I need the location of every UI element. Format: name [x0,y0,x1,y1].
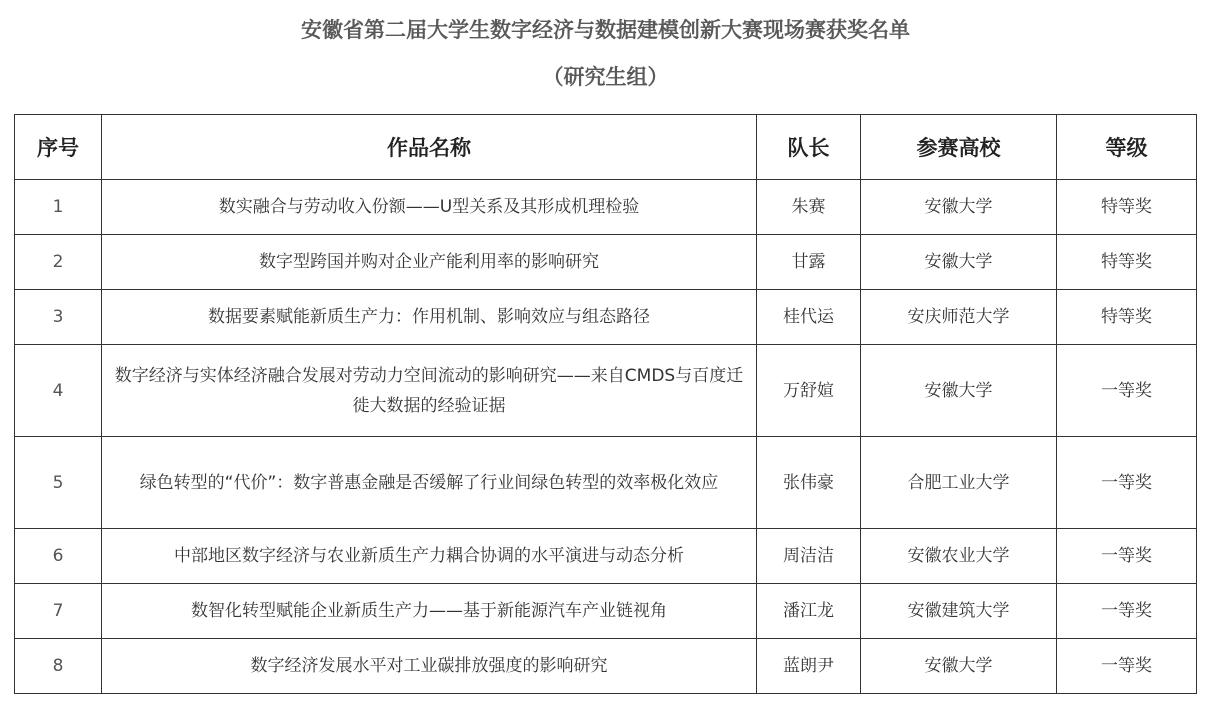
table-header-row [15,115,1197,180]
cell-no: 4 [15,345,102,437]
cell-level: 一等奖 [1057,584,1197,639]
cell-work: 数字经济发展水平对工业碳排放强度的影响研究 [102,639,757,694]
cell-school: 安徽大学 [861,235,1057,290]
cell-school: 安庆师范大学 [861,290,1057,345]
page-subtitle: （研究生组） [542,65,669,89]
cell-leader: 周洁洁 [757,529,861,584]
page-title: 安徽省第二届大学生数字经济与数据建模创新大赛现场赛获奖名单 [301,18,910,42]
header-school: 参赛高校 [861,115,1057,180]
cell-work: 数字经济与实体经济融合发展对劳动力空间流动的影响研究——来自CMDS与百度迁徙大数据的经验证据 [102,345,757,437]
cell-no: 3 [15,290,102,345]
table-row [15,345,1197,437]
cell-work: 数智化转型赋能企业新质生产力——基于新能源汽车产业链视角 [102,584,757,639]
cell-level: 特等奖 [1057,290,1197,345]
cell-level: 特等奖 [1057,180,1197,235]
cell-leader: 蓝朗尹 [757,639,861,694]
table-row [15,235,1197,290]
cell-level: 一等奖 [1057,529,1197,584]
cell-no: 6 [15,529,102,584]
header-work: 作品名称 [102,115,757,180]
cell-leader: 万舒媗 [757,345,861,437]
cell-work: 绿色转型的“代价”：数字普惠金融是否缓解了行业间绿色转型的效率极化效应 [102,437,757,529]
cell-level: 一等奖 [1057,437,1197,529]
cell-school: 安徽建筑大学 [861,584,1057,639]
cell-level: 一等奖 [1057,639,1197,694]
cell-school: 安徽大学 [861,180,1057,235]
header-no: 序号 [15,115,102,180]
cell-level: 一等奖 [1057,345,1197,437]
table-row [15,529,1197,584]
cell-leader: 甘露 [757,235,861,290]
cell-school: 安徽大学 [861,639,1057,694]
awards-table [14,114,1197,694]
cell-leader: 朱赛 [757,180,861,235]
cell-work: 数实融合与劳动收入份额——U型关系及其形成机理检验 [102,180,757,235]
cell-school: 安徽大学 [861,345,1057,437]
header-level: 等级 [1057,115,1197,180]
cell-school: 合肥工业大学 [861,437,1057,529]
cell-work: 数字型跨国并购对企业产能利用率的影响研究 [102,235,757,290]
cell-leader: 桂代运 [757,290,861,345]
cell-no: 5 [15,437,102,529]
cell-no: 7 [15,584,102,639]
cell-work: 数据要素赋能新质生产力：作用机制、影响效应与组态路径 [102,290,757,345]
cell-school: 安徽农业大学 [861,529,1057,584]
cell-leader: 潘江龙 [757,584,861,639]
cell-no: 8 [15,639,102,694]
header-leader: 队长 [757,115,861,180]
table-row [15,290,1197,345]
table-row [15,639,1197,694]
table-row [15,180,1197,235]
table-row [15,437,1197,529]
cell-leader: 张伟豪 [757,437,861,529]
cell-level: 特等奖 [1057,235,1197,290]
cell-work: 中部地区数字经济与农业新质生产力耦合协调的水平演进与动态分析 [102,529,757,584]
cell-no: 2 [15,235,102,290]
cell-no: 1 [15,180,102,235]
table-row [15,584,1197,639]
